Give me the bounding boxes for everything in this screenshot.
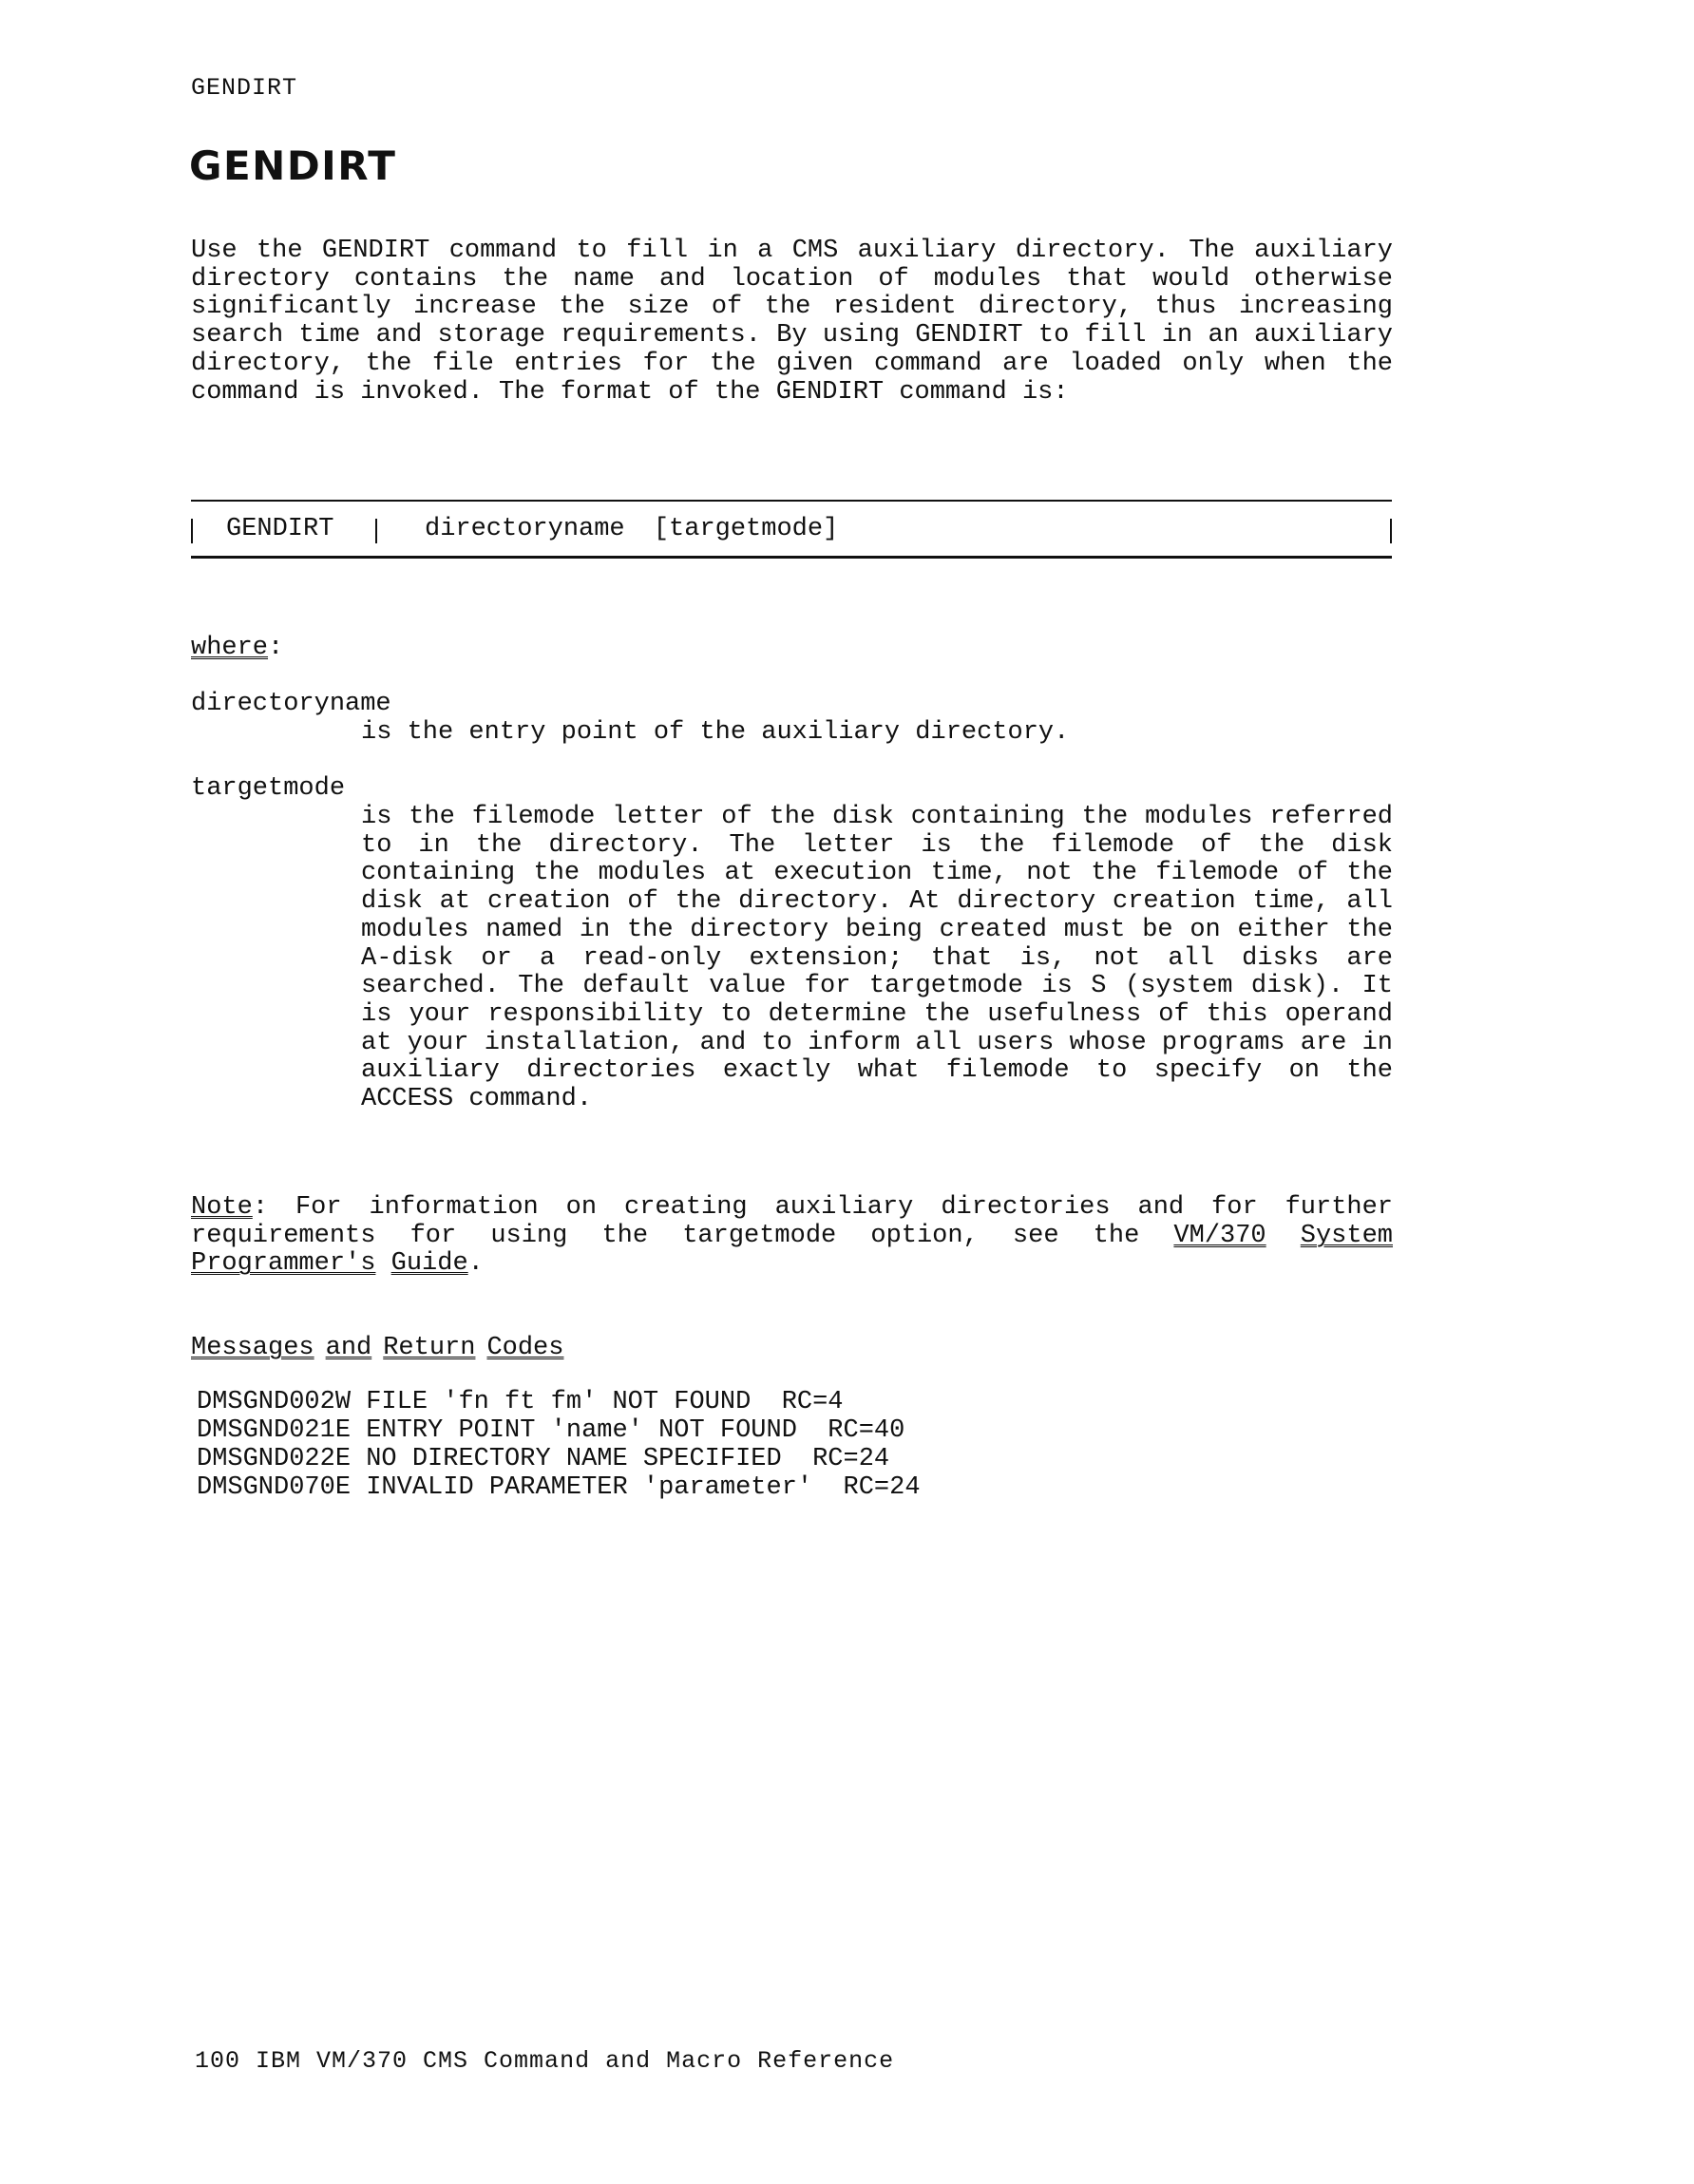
message-line: DMSGND070E INVALID PARAMETER 'parameter' RC=24 [197, 1473, 921, 1502]
page-footer [195, 2047, 909, 2076]
messages-heading-word-1: Messages [191, 1334, 314, 1362]
operand-term-targetmode: targetmode [191, 774, 346, 803]
where-word: where [191, 634, 269, 662]
operand-description-targetmode: is the filemode letter of the disk containing the modules referred to in the directory. The letter is the filemode of the disk containing the modules at execution time, not the filemode of the disk at creation of the directory. At directory creation time, all modules named in the directory being created must be on either the A-disk or a read-only extension; that is, not all disks are searched. The default value for targetmode is S (system disk). It is your responsibility to determine the usefulness of this operand at your installation, and to inform all users whose programs are in auxiliary directories exactly what filemode to specify on the ACCESS command. [361, 803, 1393, 1114]
operand-term-directoryname: directoryname [191, 690, 391, 718]
syntax-box-right-rule [1390, 519, 1392, 543]
where-colon: : [268, 634, 284, 662]
syntax-operands: directoryname [targetmode] [425, 515, 839, 543]
note-label: Note [191, 1193, 253, 1222]
note-end: . [467, 1249, 484, 1279]
syntax-box-divider [375, 519, 377, 543]
note-reference-guide: Guide [390, 1249, 468, 1279]
intro-paragraph: Use the GENDIRT command to fill in a CMS auxiliary directory. The auxiliary directory contains the name and location of modules that would otherwise significantly increase the size of the resident directory, thus increasing search time and storage requirements. By using GENDIRT to fill in an auxiliary directory, the file entries for the given command are loaded only when the command is invoked. The format of the GENDIRT command is: [191, 237, 1393, 407]
message-line: DMSGND021E ENTRY POINT 'name' NOT FOUND RC=40 [197, 1416, 905, 1445]
messages-heading-word-2: and [325, 1334, 372, 1362]
syntax-box-left-rule [191, 519, 193, 543]
note-reference-system-programmers: System Programmer's [191, 1221, 1393, 1279]
note-text: For information on creating auxiliary directories and for further requirements for using the targetmode option, see the [191, 1193, 1393, 1250]
running-head: GENDIRT [191, 74, 298, 102]
page-number: 100 [195, 2047, 241, 2075]
note-colon: : [252, 1193, 269, 1222]
book-title: IBM VM/370 CMS Command and Macro Reference [256, 2047, 895, 2075]
syntax-box [191, 500, 1392, 559]
message-line: DMSGND022E NO DIRECTORY NAME SPECIFIED RC=24 [197, 1445, 890, 1473]
messages-heading [191, 1335, 575, 1363]
message-line: DMSGND002W FILE 'fn ft fm' NOT FOUND RC=4 [197, 1388, 844, 1416]
operand-description-directoryname: is the entry point of the auxiliary directory. [361, 718, 1070, 747]
messages-list [197, 1389, 921, 1503]
syntax-command: GENDIRT [226, 515, 334, 543]
note-paragraph [191, 1194, 1393, 1279]
note-reference-vm370: VM/370 [1173, 1221, 1266, 1250]
messages-heading-word-3: Return [383, 1334, 476, 1362]
page-title: GENDIRT [189, 142, 397, 189]
where-label [191, 635, 283, 663]
messages-heading-word-4: Codes [486, 1334, 564, 1362]
